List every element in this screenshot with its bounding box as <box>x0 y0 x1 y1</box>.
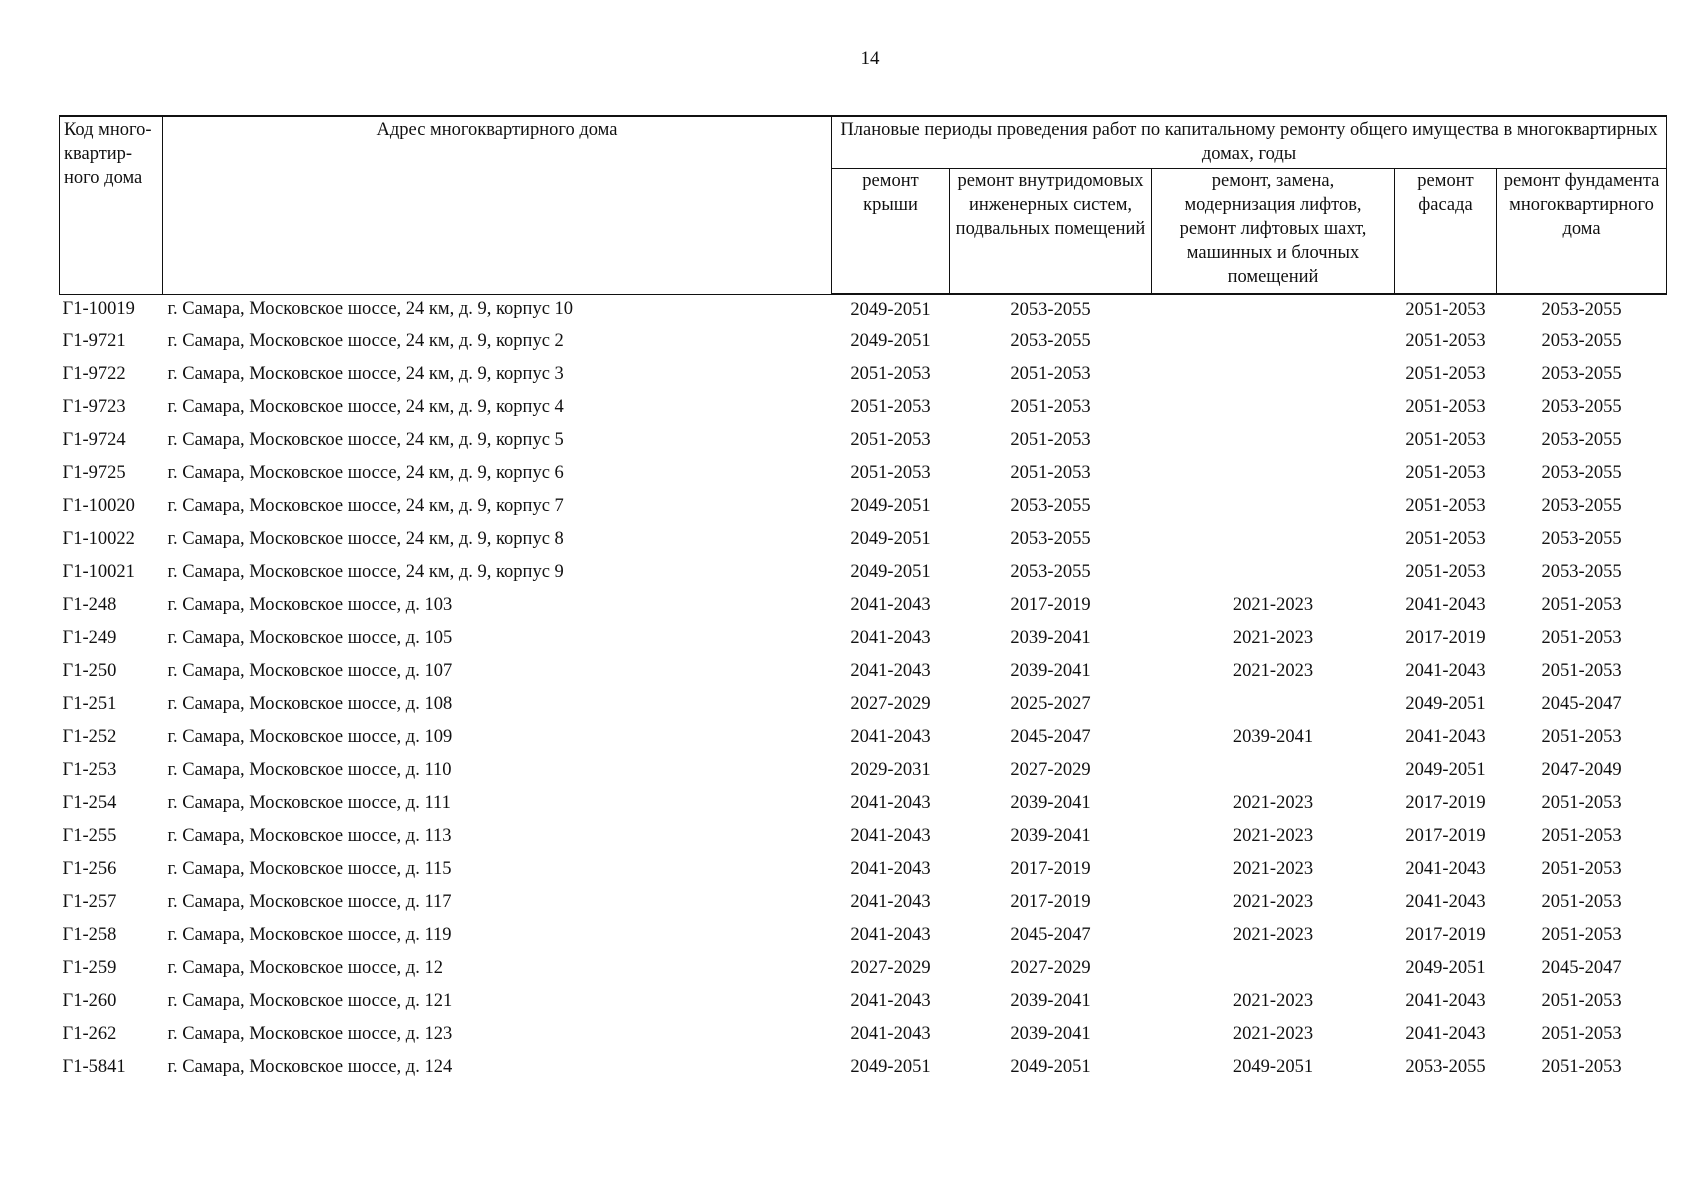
period-roof: 2041-2043 <box>850 990 931 1011</box>
house-code: Г1-262 <box>62 1023 117 1044</box>
period-engineering: 2053-2055 <box>1010 528 1091 549</box>
period-lifts: 2021-2023 <box>1232 594 1314 615</box>
house-code: Г1-259 <box>62 957 117 978</box>
period-facade: 2051-2053 <box>1405 528 1486 549</box>
period-foundation: 2051-2053 <box>1541 1023 1622 1044</box>
house-code: Г1-248 <box>62 594 117 615</box>
period-roof: 2049-2051 <box>850 528 931 549</box>
period-lifts <box>1152 687 1395 720</box>
table-row <box>60 456 1667 489</box>
period-roof: 2051-2053 <box>850 429 931 450</box>
period-roof: 2049-2051 <box>850 561 931 582</box>
table-row <box>60 984 1667 1017</box>
capital-repair-schedule-table <box>59 115 1667 1083</box>
house-address: г. Самара, Московское шоссе, д. 109 <box>167 726 453 747</box>
period-foundation: 2051-2053 <box>1541 825 1622 846</box>
period-foundation: 2045-2047 <box>1541 957 1622 978</box>
period-engineering: 2017-2019 <box>1010 594 1091 615</box>
house-code: Г1-9724 <box>62 429 126 450</box>
period-lifts <box>1152 555 1395 588</box>
table-row <box>60 588 1667 621</box>
period-facade: 2041-2043 <box>1405 594 1486 615</box>
house-code: Г1-10019 <box>62 299 135 320</box>
period-lifts <box>1152 390 1395 423</box>
table-row <box>60 918 1667 951</box>
period-foundation: 2051-2053 <box>1541 726 1622 747</box>
period-engineering: 2017-2019 <box>1010 891 1091 912</box>
period-facade: 2017-2019 <box>1405 627 1486 648</box>
period-lifts: 2021-2023 <box>1232 825 1314 846</box>
house-code: Г1-253 <box>62 759 117 780</box>
period-engineering: 2045-2047 <box>1010 924 1091 945</box>
house-code: Г1-254 <box>62 792 117 813</box>
period-foundation: 2053-2055 <box>1541 330 1622 351</box>
period-facade: 2017-2019 <box>1405 792 1486 813</box>
table-row <box>60 687 1667 720</box>
period-roof: 2051-2053 <box>850 396 931 417</box>
period-engineering: 2049-2051 <box>1010 1056 1091 1077</box>
period-facade: 2051-2053 <box>1405 561 1486 582</box>
period-foundation: 2051-2053 <box>1541 924 1622 945</box>
header-periods-text: Плановые периоды проведения работ по капитальному ремонту общего имущества в многоквартирных домах, годы <box>840 120 1658 164</box>
period-foundation: 2045-2047 <box>1541 693 1622 714</box>
period-engineering: 2039-2041 <box>1010 1023 1091 1044</box>
period-facade: 2041-2043 <box>1405 660 1486 681</box>
house-address: г. Самара, Московское шоссе, д. 111 <box>167 792 451 813</box>
period-foundation: 2053-2055 <box>1541 495 1622 516</box>
header-address: Адрес многоквартирного дома <box>163 116 832 294</box>
house-address: г. Самара, Московское шоссе, д. 115 <box>167 858 452 879</box>
period-lifts <box>1152 423 1395 456</box>
period-engineering: 2017-2019 <box>1010 858 1091 879</box>
period-lifts <box>1152 357 1395 390</box>
period-lifts: 2021-2023 <box>1232 627 1314 648</box>
house-address: г. Самара, Московское шоссе, 24 км, д. 9, корпус 5 <box>167 429 564 450</box>
house-address: г. Самара, Московское шоссе, д. 121 <box>167 990 453 1011</box>
period-roof: 2027-2029 <box>850 957 931 978</box>
period-foundation: 2051-2053 <box>1541 1056 1622 1077</box>
table-row <box>60 555 1667 588</box>
period-foundation: 2053-2055 <box>1541 528 1622 549</box>
period-facade: 2017-2019 <box>1405 924 1486 945</box>
house-address: г. Самара, Московское шоссе, д. 103 <box>167 594 453 615</box>
period-facade: 2049-2051 <box>1405 759 1486 780</box>
period-lifts: 2039-2041 <box>1232 726 1314 747</box>
period-foundation: 2053-2055 <box>1541 462 1622 483</box>
period-lifts: 2021-2023 <box>1232 1023 1314 1044</box>
period-lifts: 2021-2023 <box>1232 924 1314 945</box>
period-facade: 2051-2053 <box>1405 396 1486 417</box>
house-address: г. Самара, Московское шоссе, 24 км, д. 9, корпус 6 <box>167 462 564 483</box>
period-lifts: 2021-2023 <box>1232 792 1314 813</box>
house-code: Г1-249 <box>62 627 117 648</box>
house-code: Г1-9722 <box>62 363 126 384</box>
period-engineering: 2039-2041 <box>1010 660 1091 681</box>
table-row <box>60 819 1667 852</box>
period-engineering: 2045-2047 <box>1010 726 1091 747</box>
table-row <box>60 357 1667 390</box>
period-roof: 2049-2051 <box>850 299 931 320</box>
period-foundation: 2051-2053 <box>1541 891 1622 912</box>
house-code: Г1-257 <box>62 891 117 912</box>
table-row <box>60 885 1667 918</box>
period-foundation: 2051-2053 <box>1541 990 1622 1011</box>
header-facade: ремонт фасада <box>1395 169 1497 295</box>
period-facade: 2051-2053 <box>1405 330 1486 351</box>
house-address: г. Самара, Московское шоссе, д. 117 <box>167 891 452 912</box>
table-body <box>60 294 1667 1083</box>
period-lifts: 2021-2023 <box>1232 858 1314 879</box>
period-lifts <box>1152 456 1395 489</box>
period-facade: 2041-2043 <box>1405 1023 1486 1044</box>
house-address: г. Самара, Московское шоссе, 24 км, д. 9, корпус 3 <box>167 363 564 384</box>
period-engineering: 2053-2055 <box>1010 495 1091 516</box>
house-code: Г1-256 <box>62 858 117 879</box>
period-engineering: 2051-2053 <box>1010 429 1091 450</box>
table-row <box>60 522 1667 555</box>
period-roof: 2029-2031 <box>850 759 931 780</box>
house-code: Г1-9725 <box>62 462 126 483</box>
house-code: Г1-250 <box>62 660 117 681</box>
house-code: Г1-5841 <box>62 1056 126 1077</box>
house-address: г. Самара, Московское шоссе, 24 км, д. 9, корпус 2 <box>167 330 564 351</box>
period-lifts <box>1152 489 1395 522</box>
house-code: Г1-251 <box>62 693 117 714</box>
period-foundation: 2051-2053 <box>1541 792 1622 813</box>
house-address: г. Самара, Московское шоссе, д. 108 <box>167 693 453 714</box>
house-code: Г1-258 <box>62 924 117 945</box>
table-row <box>60 390 1667 423</box>
period-lifts: 2049-2051 <box>1232 1056 1314 1077</box>
period-lifts <box>1152 294 1395 324</box>
period-facade: 2041-2043 <box>1405 990 1486 1011</box>
table-row <box>60 1050 1667 1083</box>
period-roof: 2041-2043 <box>850 594 931 615</box>
table-row <box>60 951 1667 984</box>
period-foundation: 2051-2053 <box>1541 594 1622 615</box>
table-row <box>60 1017 1667 1050</box>
period-facade: 2051-2053 <box>1405 429 1486 450</box>
house-address: г. Самара, Московское шоссе, 24 км, д. 9, корпус 9 <box>167 561 564 582</box>
period-foundation: 2047-2049 <box>1541 759 1622 780</box>
period-roof: 2049-2051 <box>850 495 931 516</box>
header-code: Код много-квартир-ного дома <box>60 116 163 294</box>
house-address: г. Самара, Московское шоссе, д. 113 <box>167 825 452 846</box>
period-engineering: 2051-2053 <box>1010 462 1091 483</box>
period-foundation: 2053-2055 <box>1541 363 1622 384</box>
period-roof: 2041-2043 <box>850 891 931 912</box>
header-engineering: ремонт внутридомовых инженерных систем, подвальных помещений <box>950 169 1152 295</box>
house-address: г. Самара, Московское шоссе, д. 107 <box>167 660 453 681</box>
house-code: Г1-10021 <box>62 561 135 582</box>
table-row <box>60 621 1667 654</box>
table-row <box>60 423 1667 456</box>
header-foundation: ремонт фундамента многоквартирного дома <box>1497 169 1667 295</box>
period-roof: 2041-2043 <box>850 792 931 813</box>
house-code: Г1-9723 <box>62 396 126 417</box>
period-facade: 2049-2051 <box>1405 957 1486 978</box>
period-facade: 2053-2055 <box>1405 1056 1486 1077</box>
period-roof: 2041-2043 <box>850 726 931 747</box>
table-row <box>60 753 1667 786</box>
period-roof: 2041-2043 <box>850 858 931 879</box>
period-foundation: 2051-2053 <box>1541 627 1622 648</box>
period-lifts <box>1152 324 1395 357</box>
page-number: 14 <box>860 48 880 69</box>
house-address: г. Самара, Московское шоссе, д. 110 <box>167 759 452 780</box>
period-engineering: 2039-2041 <box>1010 792 1091 813</box>
period-facade: 2041-2043 <box>1405 858 1486 879</box>
house-address: г. Самара, Московское шоссе, д. 12 <box>167 957 443 978</box>
period-facade: 2051-2053 <box>1405 495 1486 516</box>
house-address: г. Самара, Московское шоссе, д. 105 <box>167 627 453 648</box>
house-code: Г1-9721 <box>62 330 126 351</box>
house-code: Г1-10020 <box>62 495 135 516</box>
house-address: г. Самара, Московское шоссе, 24 км, д. 9, корпус 10 <box>167 299 574 320</box>
period-foundation: 2053-2055 <box>1541 429 1622 450</box>
period-roof: 2041-2043 <box>850 825 931 846</box>
period-facade: 2051-2053 <box>1405 462 1486 483</box>
header-lifts: ремонт, замена, модернизация лифтов, ремонт лифтовых шахт, машинных и блочных помещений <box>1152 169 1395 295</box>
house-address: г. Самара, Московское шоссе, 24 км, д. 9, корпус 8 <box>167 528 564 549</box>
table-row <box>60 786 1667 819</box>
house-address: г. Самара, Московское шоссе, 24 км, д. 9, корпус 4 <box>167 396 564 417</box>
period-lifts <box>1152 753 1395 786</box>
period-facade: 2041-2043 <box>1405 891 1486 912</box>
header-roof: ремонт крыши <box>832 169 950 295</box>
period-engineering: 2051-2053 <box>1010 363 1091 384</box>
table-row <box>60 294 1667 324</box>
header-periods <box>832 116 1667 169</box>
period-roof: 2041-2043 <box>850 660 931 681</box>
table-row <box>60 852 1667 885</box>
house-code: Г1-260 <box>62 990 117 1011</box>
period-lifts <box>1152 522 1395 555</box>
period-engineering: 2039-2041 <box>1010 990 1091 1011</box>
table-row <box>60 489 1667 522</box>
house-code: Г1-10022 <box>62 528 135 549</box>
table-header <box>60 116 1667 294</box>
period-lifts: 2021-2023 <box>1232 891 1314 912</box>
period-engineering: 2051-2053 <box>1010 396 1091 417</box>
period-facade: 2051-2053 <box>1405 363 1486 384</box>
period-engineering: 2053-2055 <box>1010 299 1091 320</box>
period-engineering: 2039-2041 <box>1010 627 1091 648</box>
house-address: г. Самара, Московское шоссе, 24 км, д. 9, корпус 7 <box>167 495 564 516</box>
period-foundation: 2051-2053 <box>1541 660 1622 681</box>
period-lifts <box>1152 951 1395 984</box>
period-foundation: 2053-2055 <box>1541 299 1622 320</box>
period-roof: 2027-2029 <box>850 693 931 714</box>
table-row <box>60 654 1667 687</box>
house-address: г. Самара, Московское шоссе, д. 124 <box>167 1056 453 1077</box>
period-facade: 2051-2053 <box>1405 299 1486 320</box>
period-lifts: 2021-2023 <box>1232 660 1314 681</box>
period-roof: 2041-2043 <box>850 627 931 648</box>
period-engineering: 2027-2029 <box>1010 759 1091 780</box>
period-engineering: 2053-2055 <box>1010 330 1091 351</box>
period-facade: 2049-2051 <box>1405 693 1486 714</box>
period-foundation: 2053-2055 <box>1541 561 1622 582</box>
period-roof: 2051-2053 <box>850 462 931 483</box>
house-address: г. Самара, Московское шоссе, д. 123 <box>167 1023 453 1044</box>
house-address: г. Самара, Московское шоссе, д. 119 <box>167 924 452 945</box>
period-roof: 2051-2053 <box>850 363 931 384</box>
period-engineering: 2027-2029 <box>1010 957 1091 978</box>
table-row <box>60 720 1667 753</box>
house-code: Г1-255 <box>62 825 117 846</box>
period-roof: 2041-2043 <box>850 924 931 945</box>
period-roof: 2049-2051 <box>850 330 931 351</box>
period-foundation: 2053-2055 <box>1541 396 1622 417</box>
period-roof: 2041-2043 <box>850 1023 931 1044</box>
period-facade: 2017-2019 <box>1405 825 1486 846</box>
house-code: Г1-252 <box>62 726 117 747</box>
period-lifts: 2021-2023 <box>1232 990 1314 1011</box>
period-engineering: 2053-2055 <box>1010 561 1091 582</box>
period-foundation: 2051-2053 <box>1541 858 1622 879</box>
period-roof: 2049-2051 <box>850 1056 931 1077</box>
table-row <box>60 324 1667 357</box>
period-engineering: 2039-2041 <box>1010 825 1091 846</box>
period-facade: 2041-2043 <box>1405 726 1486 747</box>
period-engineering: 2025-2027 <box>1010 693 1091 714</box>
